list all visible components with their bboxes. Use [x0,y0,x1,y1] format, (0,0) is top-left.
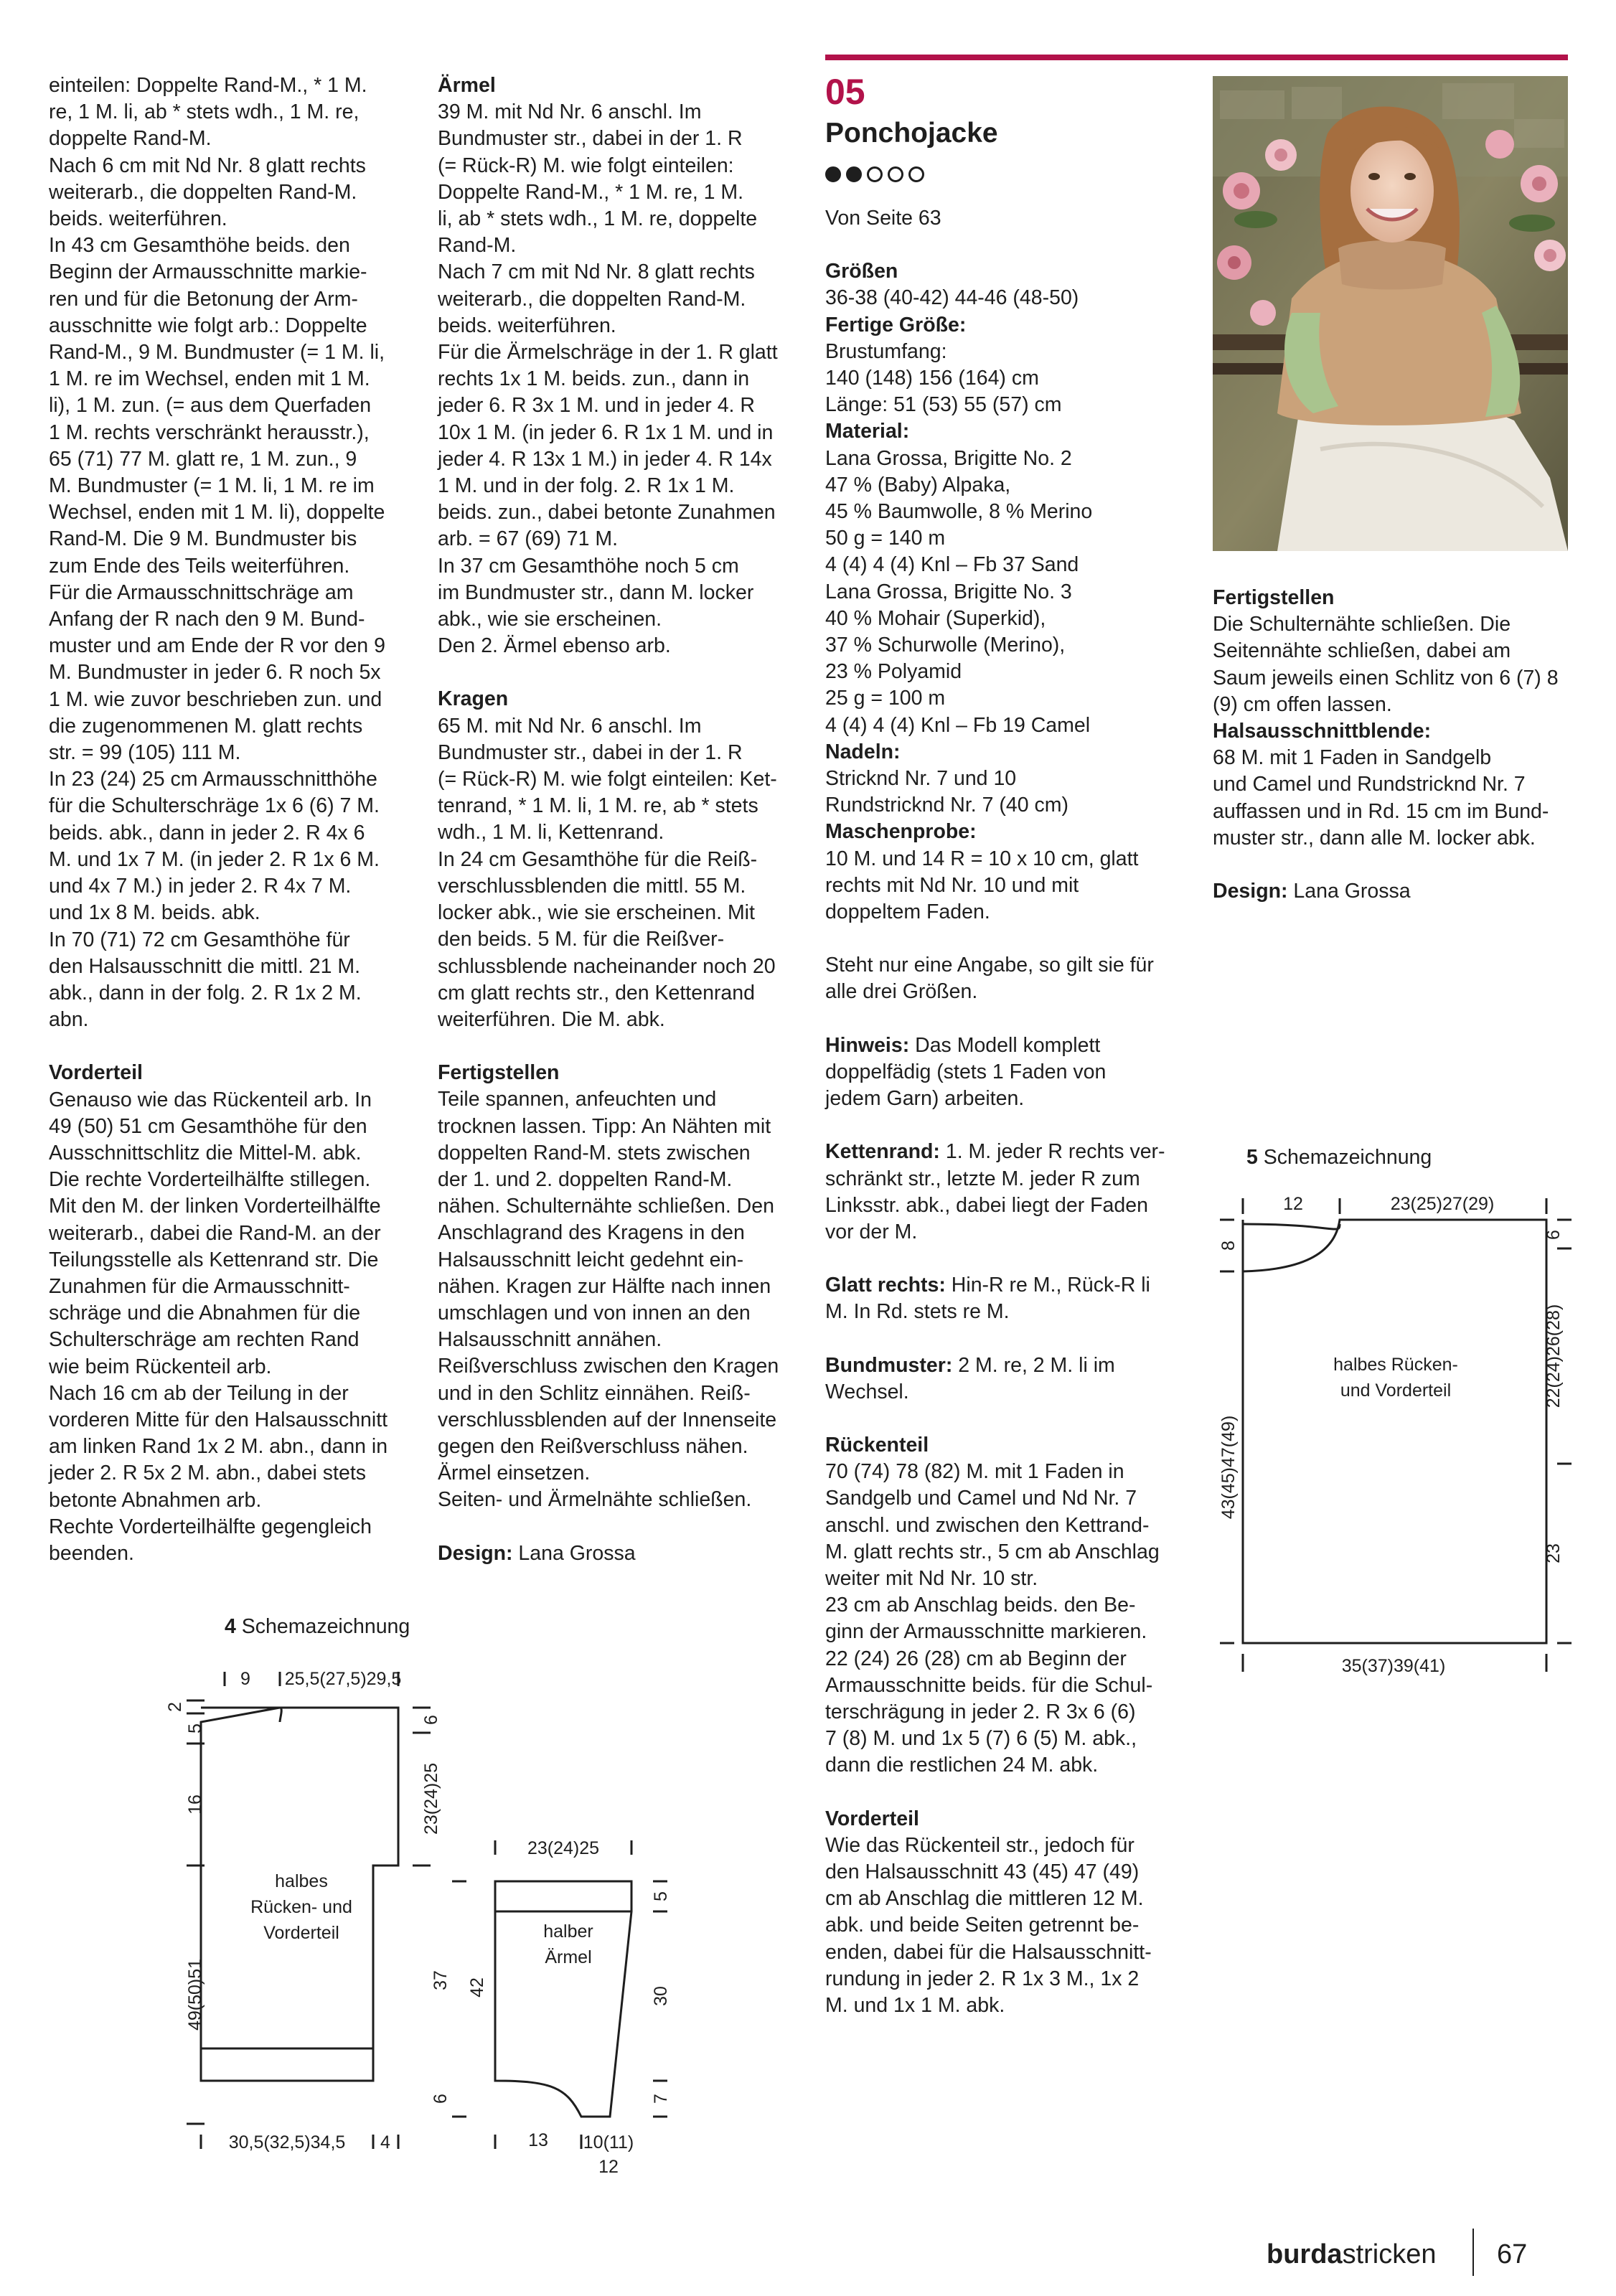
text-line: Stricknd Nr. 7 und 10 [825,767,1017,791]
text-line: 25 g = 100 m [825,687,946,710]
text-line: wie beim Rückenteil arb. [49,1355,272,1378]
s4-top-a: 9 [240,1669,250,1689]
text-line: 23 cm ab Anschlag beids. den Be- [825,1594,1136,1617]
s4-piece1-l3: Vorderteil [263,1923,339,1943]
text-line: die zugenommenen M. glatt rechts [49,714,363,738]
text-material [825,446,1198,739]
s5-right-22: 22(24)26(28) [1544,1304,1564,1408]
text-line: trocknen lassen. Tipp: An Nähten mit [438,1114,771,1138]
s4-right-23: 23(24)25 [421,1762,441,1835]
text-line: 40 % Mohair (Superkid), [825,606,1046,630]
text-halsausschnittblende [1213,745,1586,852]
text-line: (= Rück-R) M. wie folgt einteilen: [438,154,734,177]
text-line: 65 (71) 77 M. glatt re, 1 M. zun., 9 [49,447,357,471]
schema-5-diagram [1206,1177,1593,1679]
s5-piece-l1: halbes Rücken- [1333,1355,1458,1375]
text-line: jeder 6. R 3x 1 M. und in jeder 4. R [438,394,755,418]
text-fertigstellen-2 [1213,611,1586,718]
text-line: wdh., 1 M. li, Kettenrand. [438,821,664,844]
text-line: M. Bundmuster (= 1 M. li, 1 M. re im [49,474,375,498]
text-line: 10x 1 M. (in jeder 6. R 1x 1 M. und in [438,420,774,444]
s4-bottom-a: 30,5(32,5)34,5 [228,2132,346,2152]
text-line: In 24 cm Gesamthöhe für die Reiß- [438,847,758,871]
text-line: Bundmuster str., dabei in der 1. R [438,740,743,764]
text-line: 22 (24) 26 (28) cm ab Beginn der [825,1647,1127,1670]
text-line: 4 (4) 4 (4) Knl – Fb 19 Camel [825,713,1091,737]
text-line: M. Bundmuster in jeder 6. R noch 5x [49,661,381,684]
text-line: Steht nur eine Angabe, so gilt sie für [825,954,1154,977]
heading-vorderteil-2: Vorderteil [825,1807,919,1830]
text-line: 37 % Schurwolle (Merino), [825,634,1066,657]
text-fertige-groesse [825,339,1198,419]
text-glatt-rechts: Glatt rechts: Hin-R re M., Rück-R li M. In Rd. stets re M. [825,1274,1150,1324]
heading-halsausschnittblende: Halsausschnittblende: [1213,720,1432,743]
heading-groessen: Größen [825,260,898,283]
s4-sl-7: 7 [651,2094,671,2104]
s4-sl-5: 5 [651,1891,671,1901]
text-line: Sandgelb und Camel und Nd Nr. 7 [825,1487,1137,1510]
text-line: 45 % Baumwolle, 8 % Merino [825,500,1093,524]
text-line: M. glatt rechts str., 5 cm ab Anschlag [825,1540,1160,1563]
text-line: 68 M. mit 1 Faden in Sandgelb [1213,746,1492,770]
difficulty-dot-empty [888,166,903,182]
text-hinweis: Hinweis: Das Modell komplett doppelfädig (stets 1 Faden von jedem Garn) arbeiten. [825,1033,1107,1111]
text-line: Saum jeweils einen Schlitz von 6 (7) 8 [1213,666,1559,690]
text-line: einteilen: Doppelte Rand-M., * 1 M. [49,74,367,97]
text-line: Anfang der R nach den 9 M. Bund- [49,608,365,631]
text-line: Mit den M. der linken Vorderteilhälfte [49,1195,381,1218]
text-line: Lana Grossa, Brigitte No. 2 [825,446,1072,470]
schema-4-title: 4 Schemazeichnung [225,1615,410,1638]
s4-sl-42: 42 [467,1977,487,1998]
heading-fertigstellen: Fertigstellen [438,1061,560,1085]
text-line: nähen. Kragen zur Hälfte nach innen [438,1274,771,1298]
heading-material: Material: [825,420,910,443]
column-2 [438,72,811,1567]
text-line: und 4x 7 M.) in jeder 2. R 4x 7 M. [49,875,352,898]
difficulty-dot-filled [846,166,862,182]
text-line: 65 M. mit Nd Nr. 6 anschl. Im [438,714,702,738]
text-line: Zunahmen für die Armausschnitt- [49,1274,350,1298]
text-line: Wie das Rückenteil str., jedoch für [825,1833,1135,1857]
text-line: Beginn der Armausschnitte markie- [49,260,367,284]
text-line: im Bundmuster str., dann M. locker [438,580,754,604]
heading-vorderteil: Vorderteil [49,1061,143,1085]
s5-top-b: 23(25)27(29) [1390,1194,1495,1214]
text-line: arb. = 67 (69) 71 M. [438,527,619,551]
heading-kragen: Kragen [438,687,509,711]
s4-sl-bottom-b: 10(11) [583,2132,634,2152]
text-line: locker abk., wie sie erscheinen. Mit [438,901,755,925]
text-line: doppelten Rand-M. stets zwischen [438,1141,751,1165]
s4-sl-6: 6 [431,2094,451,2104]
text-line: Anschlagrand des Kragens in den [438,1221,745,1245]
text-line: ausschnitte wie folgt arb.: Doppelte [49,314,367,337]
text-line: 1 M. wie zuvor beschrieben zun. und [49,687,382,711]
text-line: zum Ende des Teils weiterführen. [49,554,350,578]
text-line: M. und 1x 1 M. abk. [825,1993,1005,2017]
text-block-aermel [438,99,811,659]
text-line: Lana Grossa, Brigitte No. 3 [825,580,1072,603]
text-line: den Halsausschnitt 43 (45) 47 (49) [825,1860,1140,1883]
text-line: Rand-M., 9 M. Bundmuster (= 1 M. li, [49,341,385,364]
text-line: doppelte Rand-M. [49,127,212,151]
difficulty-rating [825,166,924,182]
s4-piece1-l2: Rücken- und [250,1897,352,1917]
s4-top-b: 25,5(27,5)29,5 [284,1669,402,1689]
text-line: muster str., dann alle M. locker abk. [1213,826,1536,850]
schema-5-title: 5 Schemazeichnung [1246,1146,1432,1169]
text-line: rundung in jeder 2. R 1x 3 M., 1x 2 [825,1967,1140,1990]
column-3 [825,205,1198,2019]
s4-bottom-b: 4 [380,2132,390,2152]
text-line: nähen. Schulternähte schließen. Den [438,1195,774,1218]
text-line: und 1x 8 M. beids. abk. [49,901,260,925]
text-maschenprobe [825,846,1198,926]
text-line: 140 (148) 156 (164) cm [825,367,1039,390]
text-line: beenden. [49,1541,134,1565]
text-line: Nach 7 cm mit Nd Nr. 8 glatt rechts [438,260,755,284]
schema-4-diagram [165,1650,682,2181]
text-line: str. = 99 (105) 111 M. [49,741,241,765]
text-nadeln [825,766,1198,819]
text-line: 1 M. und in der folg. 2. R 1x 1 M. [438,474,735,498]
text-line: 1 M. re im Wechsel, enden mit 1 M. [49,367,370,391]
s4-sl-bottom-a: 13 [528,2130,548,2150]
text-line: betonte Abnahmen arb. [49,1488,262,1512]
text-line: umschlagen und von innen an den [438,1301,751,1325]
s4-sl-bottom-c: 12 [598,2157,619,2177]
text-line: Teile spannen, anfeuchten und [438,1088,717,1111]
text-line: ginn der Armausschnitte markieren. [825,1620,1147,1644]
text-block-kragen [438,713,811,1033]
text-line: Die rechte Vorderteilhälfte stillegen. [49,1168,371,1192]
text-line: cm glatt rechts str., den Kettenrand [438,981,755,1004]
text-line: weiterarb., dabei die Rand-M. an der [49,1221,381,1245]
text-line: jeder 4. R 13x 1 M.) in jeder 4. R 14x [438,447,772,471]
photo-illustration [1213,76,1568,551]
s4-sl-37: 37 [431,1970,451,1990]
text-line: Reißverschluss zwischen den Kragen [438,1355,779,1378]
text-line: Bundmuster str., dabei in der 1. R [438,127,743,151]
text-line: Seitennähte schließen, dabei am [1213,639,1511,663]
difficulty-dot-filled [825,166,841,182]
text-rueckenteil [825,1459,1198,1779]
text-line: In 23 (24) 25 cm Armausschnitthöhe [49,768,377,791]
text-line: rechts mit Nd Nr. 10 und mit [825,873,1079,897]
text-line: jeder 2. R 5x 2 M. abn., dabei stets [49,1462,366,1485]
text-line: beids. weiterführen. [49,207,227,231]
text-line: 70 (74) 78 (82) M. mit 1 Faden in [825,1460,1124,1484]
text-line: tenrand, * 1 M. li, 1 M. re, ab * stets [438,794,758,818]
accent-bar [825,55,1568,60]
text-line: In 43 cm Gesamthöhe beids. den [49,234,350,258]
from-page: Von Seite 63 [825,207,941,230]
text-line: auffassen und in Rd. 15 cm im Bund- [1213,799,1549,823]
text-line: beids. weiterführen. [438,314,616,337]
text-line: abk., dann in der folg. 2. R 1x 2 M. [49,981,362,1004]
text-line: Genauso wie das Rückenteil arb. In [49,1088,372,1111]
model-photo [1213,76,1568,551]
text-line: 50 g = 140 m [825,527,946,550]
text-line: Wechsel, enden mit 1 M. li), doppelte [49,501,385,524]
text-line: Teilungsstelle als Kettenrand str. Die [49,1248,379,1271]
text-kettenrand: Kettenrand: 1. M. jeder R rechts ver- schränkt str., letzte M. jeder R zum Linksstr. abk., dabei liegt der Faden vor der M. [825,1140,1165,1243]
column-1 [49,72,422,1567]
text-angabe [825,952,1198,1005]
design-credit-2: Design: Lana Grossa [1213,880,1411,903]
text-line: 1 M. rechts verschränkt herausstr.), [49,420,370,444]
s4-sl-30: 30 [651,1986,671,2006]
text-line: und in den Schlitz einnähen. Reiß- [438,1381,751,1405]
text-line: den beids. 5 M. für die Reißver- [438,928,725,951]
text-line: 47 % (Baby) Alpaka, [825,473,1011,497]
footer-brand: burdastricken [1267,2239,1437,2269]
s4-piece1-l1: halbes [275,1871,328,1891]
text-line: Die Schulternähte schließen. Die [1213,613,1511,636]
text-line: Nach 6 cm mit Nd Nr. 8 glatt rechts [49,154,366,177]
text-line: beids. abk., dann in jeder 2. R 4x 6 [49,821,365,844]
s4-left-5: 5 [185,1723,205,1733]
text-line: Rand-M. Die 9 M. Bundmuster bis [49,527,357,551]
text-line: abk. und beide Seiten getrennt be- [825,1914,1140,1937]
text-line: Rundstricknd Nr. 7 (40 cm) [825,794,1068,817]
text-bundmuster: Bundmuster: 2 M. re, 2 M. li im Wechsel. [825,1353,1115,1403]
text-line: Doppelte Rand-M., * 1 M. re, 1 M. [438,180,744,204]
text-line: und Camel und Rundstricknd Nr. 7 [1213,773,1526,796]
s4-piece2-l1: halber [543,1921,593,1942]
s4-piece2-l2: Ärmel [545,1947,592,1967]
s5-bottom: 35(37)39(41) [1341,1656,1446,1676]
text-line: doppeltem Faden. [825,900,990,924]
text-line: weiterarb., die doppelten Rand-M. [438,287,746,311]
text-line: M. und 1x 7 M. (in jeder 2. R 1x 6 M. [49,847,380,871]
text-line: der 1. und 2. doppelten Rand-M. [438,1167,733,1191]
s4-right-6: 6 [421,1715,441,1725]
text-line: schräge und die Abnahmen für die [49,1302,361,1325]
s5-left-43: 43(45)47(49) [1218,1415,1239,1520]
text-line: muster und am Ende der R vor den 9 [49,634,385,658]
footer-separator [1472,2229,1474,2276]
text-line: beids. zun., dabei betonte Zunahmen [438,501,776,524]
difficulty-dot-empty [908,166,924,182]
difficulty-dot-empty [867,166,883,182]
heading-rueckenteil: Rückenteil [825,1433,929,1457]
text-line: dann die restlichen 24 M. abk. [825,1754,1099,1777]
text-line: den Halsausschnitt die mittl. 21 M. [49,954,361,978]
pattern-title: Ponchojacke [825,118,998,149]
text-line: terschrägung in jeder 2. R 3x 6 (6) [825,1700,1136,1723]
text-line: Armausschnitte beids. für die Schul- [825,1673,1153,1697]
text-line: In 37 cm Gesamthöhe noch 5 cm [438,554,739,578]
s4-left-49: 49(50)51 [185,1958,205,2031]
s5-piece-l2: und Vorderteil [1340,1380,1452,1401]
text-line: verschlussblenden die mittl. 55 M. [438,874,746,898]
heading-aermel: Ärmel [438,74,496,97]
text-line: li), 1 M. zun. (= aus dem Querfaden [49,394,372,418]
text-line: Für die Ärmelschräge in der 1. R glatt [438,341,778,364]
text-line: weiterführen. Die M. abk. [438,1007,665,1031]
text-vorderteil-2 [825,1832,1198,2019]
heading-fertige-groesse: Fertige Größe: [825,313,967,337]
text-line: vorderen Mitte für den Halsausschnitt [49,1408,388,1431]
text-line: alle drei Größen. [825,980,978,1004]
s5-top-a: 12 [1283,1194,1303,1214]
text-line: gegen den Reißverschluss nähen. [438,1434,748,1458]
text-line: Länge: 51 (53) 55 (57) cm [825,393,1062,417]
text-block-fertigstellen [438,1086,811,1513]
text-line: Brustumfang: [825,339,947,363]
text-line: anschl. und zwischen den Kettrand- [825,1513,1150,1537]
text-line: Rand-M. [438,234,517,258]
text-line: Rechte Vorderteilhälfte gegengleich [49,1515,372,1538]
heading-nadeln: Nadeln: [825,740,901,763]
page-number: 67 [1497,2239,1528,2269]
text-line: Ausschnittschlitz die Mittel-M. abk. [49,1141,362,1165]
text-line: (9) cm offen lassen. [1213,692,1392,716]
text-line: 36-38 (40-42) 44-46 (48-50) [825,286,1079,310]
text-line: Den 2. Ärmel ebenso arb. [438,634,671,658]
text-line: abn. [49,1008,89,1032]
column-4 [1213,585,1586,905]
text-line: am linken Rand 1x 2 M. abn., dann in [49,1435,388,1459]
text-line: li, ab * stets wdh., 1 M. re, doppelte [438,207,758,231]
text-line: für die Schulterschräge 1x 6 (6) 7 M. [49,794,380,818]
s5-left-8: 8 [1218,1241,1239,1251]
s4-left-2: 2 [165,1702,185,1712]
text-line: 4 (4) 4 (4) Knl – Fb 37 Sand [825,553,1079,577]
text-line: Halsausschnitt annähen. [438,1328,662,1352]
text-line: Seiten- und Ärmelnähte schließen. [438,1488,752,1512]
s4-sl-top: 23(24)25 [527,1838,600,1858]
text-block-rueckenteil-cont [49,72,422,1033]
text-line: Für die Armausschnittschräge am [49,580,354,604]
text-line: ren und für die Betonung der Arm- [49,287,358,311]
text-line: enden, dabei für die Halsausschnitt- [825,1940,1152,1964]
heading-fertigstellen-2: Fertigstellen [1213,586,1335,609]
text-line: abk., wie sie erscheinen. [438,608,662,631]
text-groessen [825,285,1198,311]
heading-maschenprobe: Maschenprobe: [825,820,977,844]
text-block-vorderteil [49,1087,422,1568]
text-line: Ärmel einsetzen. [438,1462,591,1485]
text-line: Nach 16 cm ab der Teilung in der [49,1381,349,1405]
text-line: cm ab Anschlag die mittleren 12 M. [825,1887,1144,1911]
design-credit: Design: Lana Grossa [438,1541,636,1565]
text-line: weiter mit Nd Nr. 10 str. [825,1566,1038,1590]
text-line: 23 % Polyamid [825,660,962,684]
text-line: (= Rück-R) M. wie folgt einteilen: Ket- [438,768,777,791]
text-line: 39 M. mit Nd Nr. 6 anschl. Im [438,100,702,124]
text-line: rechts 1x 1 M. beids. zun., dann in [438,367,750,391]
text-line: 7 (8) M. und 1x 5 (7) 6 (5) M. abk., [825,1727,1137,1751]
text-line: 10 M. und 14 R = 10 x 10 cm, glatt [825,847,1139,870]
text-line: re, 1 M. li, ab * stets wdh., 1 M. re, [49,100,360,124]
s5-right-23: 23 [1544,1543,1564,1563]
text-line: In 70 (71) 72 cm Gesamthöhe für [49,928,350,951]
text-line: schlussblende nacheinander noch 20 [438,954,776,978]
s5-right-6: 6 [1544,1230,1564,1240]
s4-left-16: 16 [185,1794,205,1815]
text-line: 49 (50) 51 cm Gesamthöhe für den [49,1114,367,1138]
text-line: verschlussblenden auf der Innenseite [438,1408,777,1431]
text-line: Halsausschnitt leicht gedehnt ein- [438,1248,744,1271]
text-line: weiterarb., die doppelten Rand-M. [49,180,357,204]
pattern-number: 05 [825,72,865,112]
text-line: Schulterschräge am rechten Rand [49,1328,360,1352]
